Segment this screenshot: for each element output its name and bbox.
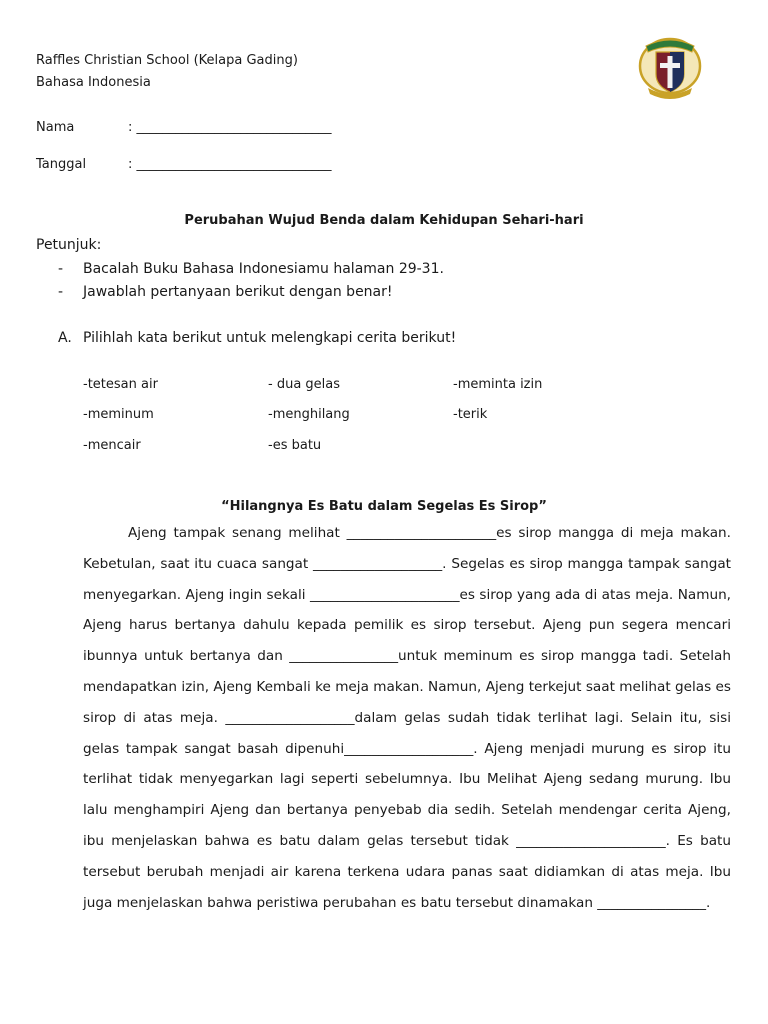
instruction-bullet: - [58,284,64,300]
section-marker: A. [58,330,72,346]
tanggal-label: Tanggal [36,157,87,172]
tanggal-input-line[interactable]: : ______________________________ [128,157,332,172]
instructions-label: Petunjuk: [36,237,102,253]
section-instruction: Pilihlah kata berikut untuk melengkapi cerita berikut! [83,330,457,346]
nama-label: Nama [36,120,75,135]
nama-input-line[interactable]: : ______________________________ [128,120,332,135]
instruction-item: Bacalah Buku Bahasa Indonesiamu halaman 29-31. [83,261,444,277]
school-name: Raffles Christian School (Kelapa Gading) [36,53,298,68]
word-bank-item: -meminta izin [453,377,543,392]
school-crest-logo [636,34,704,102]
word-bank-item: -es batu [268,438,322,453]
word-bank-item: -mencair [83,438,141,453]
story-text: Ajeng tampak senang melihat ______________________es sirop mangga di meja makan. Kebetulan, saat itu cuaca sangat ___________________. Segelas es sirop mangga tampak sangat menyegarkan. Ajeng ingin sekali ______________________es sirop yang ada di atas meja. Namun, Ajeng harus bertanya dahulu kepada pemilik es sirop tersebut. Ajeng pun segera mencari ibunnya untuk bertanya dan ________________untuk meminum es sirop mangga tadi. Setelah mendapatkan izin, Ajeng Kembali ke meja makan. Namun, Ajeng terkejut saat melihat gelas es sirop di atas meja. ___________________dalam gelas sudah tidak terlihat lagi. Selain itu, sisi gelas tampak sangat basah dipenuhi___________________. Ajeng menjadi murung es sirop itu terlihat tidak menyegarkan lagi seperti sebelumnya. Ibu Melihat Ajeng sedang murung. Ibu lalu menghampiri Ajeng dan bertanya penyebab dia sedih. Setelah mendengar cerita Ajeng, ibu menjelaskan bahwa es batu dalam gelas tersebut tidak ______________________. Es batu tersebut berubah menjadi air karena terkena udara panas saat didiamkan di atas meja. Ibu juga menjelaskan bahwa peristiwa perubahan es batu tersebut dinamakan ________________. [83,525,731,911]
instruction-bullet: - [58,261,64,277]
instruction-item: Jawablah pertanyaan berikut dengan benar! [83,284,393,300]
word-bank-item: -menghilang [268,407,350,422]
word-bank-item: - dua gelas [268,377,341,392]
word-bank-item: -terik [453,407,488,422]
worksheet-title: Perubahan Wujud Benda dalam Kehidupan Sehari-hari [184,213,584,228]
word-bank-item: -tetesan air [83,377,158,392]
story-title: “Hilangnya Es Batu dalam Segelas Es Sirop” [221,499,547,514]
word-bank-item: -meminum [83,407,154,422]
subject-name: Bahasa Indonesia [36,75,151,90]
story-paragraph [83,518,731,918]
